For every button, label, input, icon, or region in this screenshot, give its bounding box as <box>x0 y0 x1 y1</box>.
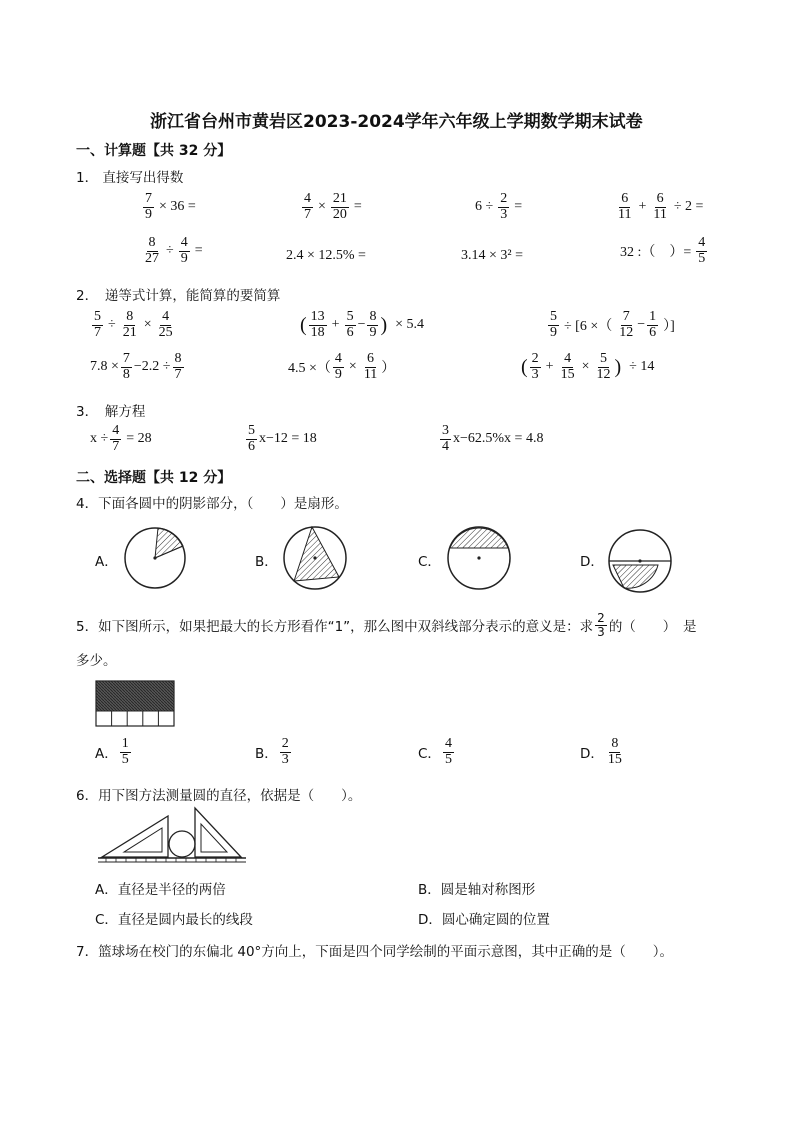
question-1-label: 1． 直接写出得数 <box>76 170 184 186</box>
question-2-label: 2． 递等式计算，能简算的要简算 <box>76 288 281 304</box>
question-4-text: 4．下面各圆中的阴影部分，（ ）是扇形。 <box>76 496 348 512</box>
q4-circle-figures <box>0 518 794 618</box>
q1-expr-7: 3.14 × 3² = <box>461 248 523 263</box>
q2-expr-6: ( $\frac{2}{3}$ + $\frac{4}{15}$ × $\frac{5}{12}$ ) ÷ 14 <box>521 351 655 382</box>
q6-option-a: A．直径是半径的两倍 <box>95 882 226 898</box>
q6-triangle-ruler-figure <box>96 806 256 868</box>
section-heading: 一、计算题【共 32 分】 <box>76 143 232 159</box>
q6-option-d: D．圆心确定圆的位置 <box>418 912 550 928</box>
q2-expr-5: 4.5 ×（ $\frac{4}{9}$ × $\frac{6}{11}$ ） <box>288 351 396 382</box>
q1-expr-5: $\frac{8}{27}$ ÷ $\frac{4}{9}$ = <box>145 235 203 266</box>
q2-expr-3: $\frac{5}{9}$ ÷ [6 ×（ $\frac{7}{12}$ − $\frac{1}{6}$ ）] <box>550 309 675 340</box>
q5-option-a: A． $\frac{1}{5}$ <box>95 736 129 767</box>
q3-equation-3: $\frac{3}{4}$ x−62.5%x = 4.8 <box>442 423 544 454</box>
question-7-text: 7．篮球场在校门的东偏北 40°方向上，下面是四个同学绘制的平面示意图，其中正确的是（ ）。 <box>76 944 674 960</box>
q4-option-c-label: C． <box>418 554 441 570</box>
circle-figure-d <box>609 530 671 592</box>
q1-expr-2: $\frac{4}{7}$ × $\frac{21}{20}$ = <box>304 191 362 222</box>
q5-rectangle-figure <box>95 680 185 730</box>
circle-figure-a <box>125 528 185 588</box>
q4-option-b-label: B． <box>255 554 278 570</box>
q2-expr-2: ( $\frac{13}{18}$ + $\frac{5}{6}$ − $\frac{8}{9}$ ) × 5.4 <box>300 309 425 340</box>
q5-option-b: B． $\frac{2}{3}$ <box>255 736 289 767</box>
q2-expr-1: $\frac{5}{7}$ ÷ $\frac{8}{21}$ × $\frac{4}{25}$ <box>94 309 173 340</box>
question-3-label: 3． 解方程 <box>76 404 146 420</box>
circle-figure-c <box>448 527 510 589</box>
q1-expr-4: $\frac{6}{11}$ + $\frac{6}{11}$ ÷ 2 = <box>618 191 704 222</box>
q1-expr-6: 2.4 × 12.5% = <box>286 248 366 263</box>
section-heading: 二、选择题【共 12 分】 <box>76 470 232 486</box>
q6-option-b: B．圆是轴对称图形 <box>418 882 536 898</box>
circle-figure-b <box>284 527 346 589</box>
q2-expr-4: 7.8 × $\frac{7}{8}$ −2.2 ÷ $\frac{8}{7}$ <box>90 351 182 382</box>
page-title: 浙江省台州市黄岩区2023-2024学年六年级上学期数学期末试卷 <box>150 112 643 132</box>
q5-option-c: C． $\frac{4}{5}$ <box>418 736 452 767</box>
q5-option-d: D． $\frac{8}{15}$ <box>580 736 622 767</box>
q3-equation-2: $\frac{5}{6}$ x−12 = 18 <box>248 423 317 454</box>
q1-expr-8: 32 :（ ）= $\frac{4}{5}$ <box>620 235 706 266</box>
question-5-text-continued: 多少。 <box>76 653 117 669</box>
q6-option-c: C．直径是圆内最长的线段 <box>95 912 253 928</box>
q3-equation-1: x ÷ $\frac{4}{7}$ = 28 <box>90 423 152 454</box>
q4-option-d-label: D． <box>580 554 604 570</box>
q1-expr-3: 6 ÷ $\frac{2}{3}$ = <box>475 191 523 222</box>
q1-expr-1: $\frac{7}{9}$ × 36 = <box>145 191 196 222</box>
question-6-text: 6．用下图方法测量圆的直径，依据是（ ）。 <box>76 788 362 804</box>
q4-option-a-label: A． <box>95 554 118 570</box>
question-5-text: 5．如下图所示，如果把最大的长方形看作“1”，那么图中双斜线部分表示的意义是：求 $\frac{2}{3}$ 的（ ） 是 <box>76 611 697 639</box>
